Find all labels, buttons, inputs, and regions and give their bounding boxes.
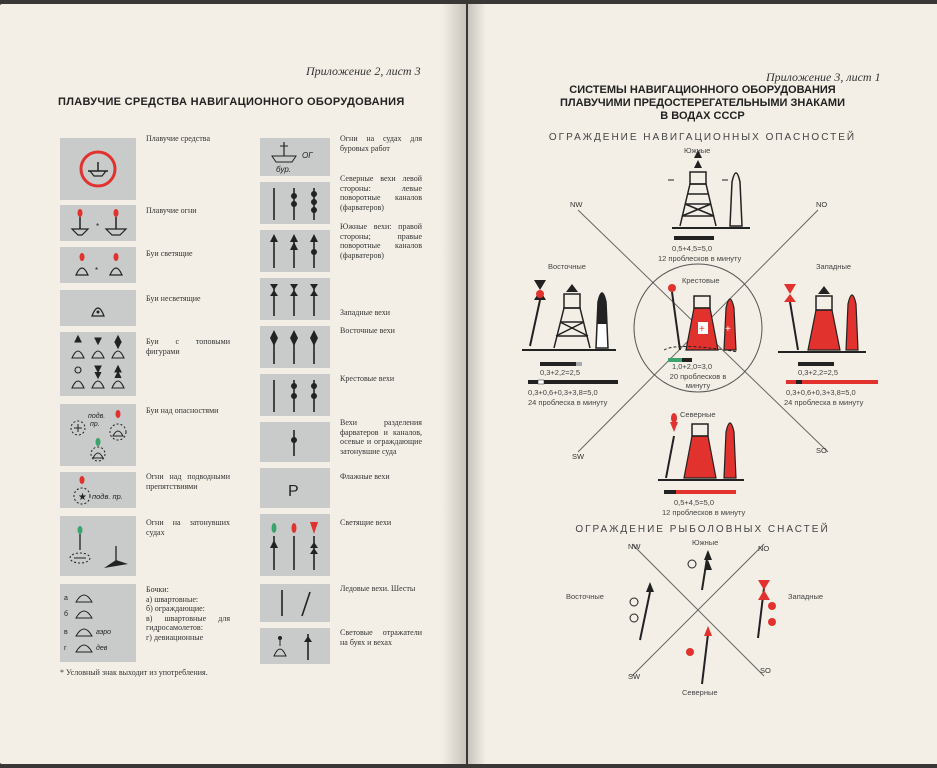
symbol-cell-fairway-spars — [260, 422, 330, 462]
south-spar-icon — [260, 230, 330, 272]
west-lighthouse-icon — [778, 284, 866, 352]
direction-label: SO — [816, 446, 827, 455]
symbol-caption: аэро — [96, 629, 112, 636]
item-label: Огни на судах для буровых работ — [340, 134, 422, 153]
section-title-fishing-gear: ОГРАЖДЕНИЕ РЫБОЛОВНЫХ СНАСТЕЙ — [575, 524, 830, 535]
direction-label: SW — [628, 672, 641, 681]
mooring-barrel-icon — [60, 584, 136, 662]
symbol-caption: г — [64, 645, 67, 652]
direction-label: SW — [572, 452, 585, 461]
symbol-cell-west-spars — [260, 278, 330, 320]
section-title-navigation-hazards: ОГРАЖДЕНИЕ НАВИГАЦИОННЫХ ОПАСНОСТЕЙ — [548, 132, 857, 143]
symbol-caption: а — [64, 595, 68, 602]
lit-buoy-icon — [60, 247, 136, 283]
lit-spar-icon — [260, 514, 330, 576]
page-title: ПЛАВУЧИЕ СРЕДСТВА НАВИГАЦИОННОГО ОБОРУДОВАНИЯ — [58, 96, 405, 108]
reflector-icon — [260, 628, 330, 664]
cross-lighthouse-icon — [664, 284, 738, 352]
direction-label: NW — [628, 542, 641, 551]
east-spar-icon — [260, 326, 330, 368]
cross-spar-icon — [260, 374, 330, 416]
svg-text:+: + — [725, 324, 731, 335]
svg-text:*: * — [95, 266, 99, 275]
symbol-cell-mooring-barrels — [60, 584, 136, 662]
direction-label: NW — [570, 200, 583, 209]
item-label: Флажные вехи — [340, 472, 390, 481]
item-label: Крестовые вехи — [340, 374, 395, 383]
item-label: Восточные вехи — [340, 326, 395, 335]
symbol-caption: дев — [96, 645, 108, 652]
direction-label: NO — [758, 544, 770, 553]
fairway-spar-icon — [260, 422, 330, 462]
drilling-vessel-icon — [260, 138, 330, 176]
symbol-cell-north-spars — [260, 182, 330, 224]
item-label: Западные вехи — [340, 308, 391, 317]
fishing-south-label: Южные — [692, 538, 719, 547]
svg-text:*: * — [96, 222, 100, 231]
item-label: Плавучие средства — [146, 134, 211, 143]
item-label: Буи светящие — [146, 249, 193, 258]
symbol-cell-obstruction-lights — [60, 472, 136, 508]
east-label: Восточные — [548, 262, 586, 271]
south-flash-rate: 12 проблесков в минуту — [658, 254, 742, 263]
wreck-light-icon — [60, 516, 136, 576]
west-label: Западные — [816, 262, 852, 271]
east-timing-b: 0,3+0,6+0,3+3,8=5,0 — [528, 388, 598, 397]
symbol-caption: пр. — [90, 421, 100, 428]
symbol-cell-lit-spars — [260, 514, 330, 576]
fishing-east-label: Восточные — [566, 592, 604, 601]
fishing-south-spar-icon — [688, 550, 712, 590]
symbol-cell-flag-spars — [260, 468, 330, 508]
symbol-cell-cross-spars — [260, 374, 330, 416]
symbol-caption: подв. — [88, 413, 106, 420]
west-flash-rate: 24 проблеска в минуту — [784, 398, 864, 407]
symbol-cell-danger-buoys — [60, 404, 136, 466]
fishing-west-spar-icon — [758, 580, 776, 638]
item-label: Огни на затонувших судах — [146, 518, 230, 537]
cross-label: Крестовые — [682, 276, 720, 285]
symbol-caption: бур. — [276, 165, 291, 174]
sheet-reference: Приложение 3, лист 1 — [766, 70, 881, 84]
item-label: Северные вехи левой стороны: левые поворотные каналов (фарватеров) — [340, 174, 422, 212]
symbol-caption: P — [288, 483, 299, 500]
symbol-cell-wreck-lights — [60, 516, 136, 576]
item-label: Южные вехи: правой стороны; правые поворотные каналов (фарватеров) — [340, 222, 422, 260]
page-title-line-2: ПЛАВУЧИМИ ПРЕДОСТЕРЕГАТЕЛЬНЫМИ ЗНАКАМИ — [559, 97, 846, 109]
west-timing-b: 0,3+0,6+0,3+3,8=5,0 — [786, 388, 856, 397]
east-lighthouse-icon — [522, 280, 616, 350]
page-title-line-3: В ВОДАХ СССР — [660, 110, 745, 122]
symbol-caption: ОГ — [302, 151, 313, 160]
north-timing: 0,5+4,5=5,0 — [674, 498, 715, 507]
item-label: Светящие вехи — [340, 518, 392, 527]
svg-text:★: ★ — [78, 492, 87, 503]
symbol-cell-reflectors — [260, 628, 330, 664]
right-page — [468, 4, 937, 764]
symbol-cell-drilling-lights — [260, 138, 330, 176]
floating-light-icon — [60, 205, 136, 241]
item-label: Ледовые вехи. Шесты — [340, 584, 416, 593]
obstruction-light-icon — [60, 472, 136, 508]
symbol-cell-lit-buoys — [60, 247, 136, 283]
west-spar-icon — [260, 278, 330, 320]
north-flash-rate: 12 проблесков в минуту — [662, 508, 746, 517]
item-label: Вехи разделения фарватеров и каналов, осевые и ограждающие затонувшие суда — [340, 418, 422, 456]
symbol-cell-floating-aids — [60, 138, 136, 200]
north-spar-icon — [260, 182, 330, 224]
symbol-cell-east-spars — [260, 326, 330, 368]
east-timing-a: 0,3+2,2=2,5 — [540, 368, 581, 377]
left-page — [0, 4, 466, 764]
item-label: Плавучие огни — [146, 206, 197, 215]
item-label: Буи над опасностями — [146, 406, 219, 415]
symbol-cell-unlit-buoys — [60, 290, 136, 326]
svg-text:+: + — [699, 324, 705, 335]
item-label: Буи несветящие — [146, 294, 201, 303]
item-label: Буи с топовыми фигурами — [146, 337, 230, 356]
danger-buoy-icon — [60, 404, 136, 466]
footnote: * Условный знак выходит из употребления. — [60, 668, 208, 677]
gutter-shadow — [442, 4, 466, 764]
flag-spar-icon — [260, 468, 330, 508]
ice-spar-icon — [260, 584, 330, 622]
fishing-west-label: Западные — [788, 592, 824, 601]
floating-vessel-icon — [60, 138, 136, 200]
symbol-cell-floating-lights — [60, 205, 136, 241]
north-lighthouse-icon — [658, 413, 744, 480]
south-lighthouse-icon — [668, 150, 750, 228]
north-label: Северные — [680, 410, 716, 419]
cross-timing: 1,0+2,0=3,0 — [672, 362, 713, 371]
direction-label: SO — [760, 666, 771, 675]
direction-label: NO — [816, 200, 828, 209]
unlit-buoy-icon — [60, 290, 136, 326]
symbol-caption: в — [64, 629, 68, 636]
west-timing-a: 0,3+2,2=2,5 — [798, 368, 839, 377]
symbol-cell-ice-spars — [260, 584, 330, 622]
symbol-cell-topmark-buoys — [60, 332, 136, 396]
symbol-cell-south-spars — [260, 230, 330, 272]
east-flash-rate: 24 проблеска в минуту — [528, 398, 608, 407]
topmark-buoy-icon — [60, 332, 136, 396]
cross-flash-rate: 20 проблесков в минуту — [669, 372, 727, 390]
item-label: Огни над подводными препятствиями — [146, 472, 230, 491]
item-label: Световые отражатели на буях и вехах — [340, 628, 422, 647]
page-title-line-1: СИСТЕМЫ НАВИГАЦИОННОГО ОБОРУДОВАНИЯ — [569, 84, 836, 96]
symbol-caption: б — [64, 611, 69, 618]
fishing-north-spar-icon — [686, 626, 712, 684]
south-label: Южные — [684, 146, 711, 155]
symbol-caption: подв. пр. — [92, 492, 123, 501]
fishing-east-spar-icon — [630, 582, 654, 640]
fishing-north-label: Северные — [682, 688, 718, 697]
sheet-reference: Приложение 2, лист 3 — [306, 64, 421, 78]
south-timing: 0,5+4,5=5,0 — [672, 244, 713, 253]
item-label: Бочки: а) швартовные: б) ограждающие: в) швартовные для гидросамолетов: г) девиационные — [146, 585, 230, 642]
